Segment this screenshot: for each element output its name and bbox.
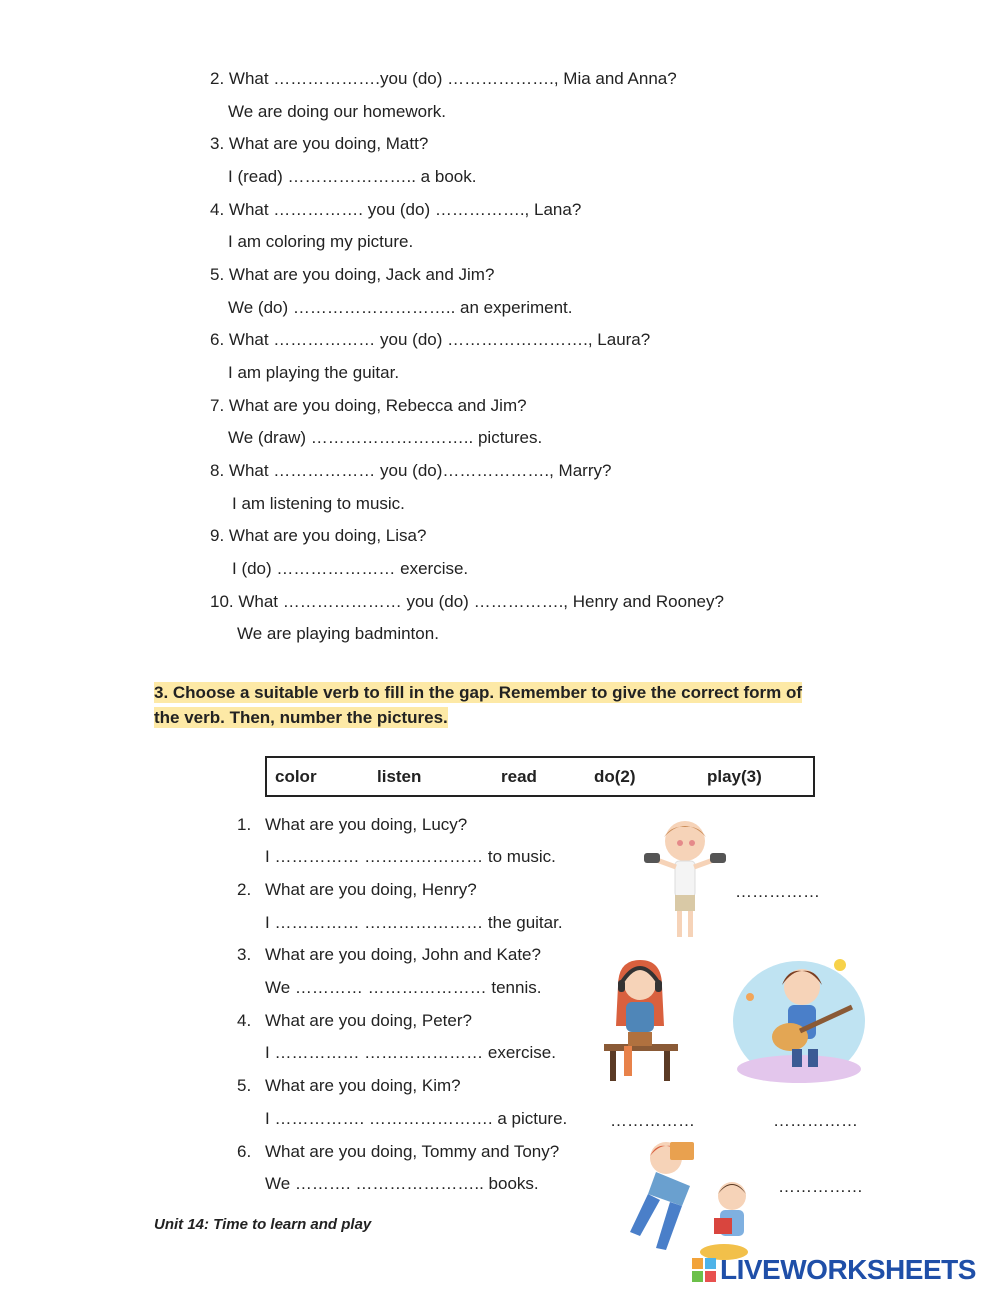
word-read: read [501, 767, 537, 786]
item-4-number: 4. [237, 1011, 252, 1030]
item-2-question: What are you doing, Henry? [265, 880, 477, 899]
ex2-line-6: I am coloring my picture. [228, 232, 414, 251]
item-4-question: What are you doing, Peter? [265, 1011, 472, 1030]
item-2-number: 2. [237, 880, 252, 899]
picture-blank-4[interactable]: …………… [778, 1177, 863, 1196]
liveworksheets-logo-icon [692, 1258, 716, 1282]
item-6-question: What are you doing, Tommy and Tony? [265, 1142, 560, 1161]
item-1-answer: I …………… ………………… to music. [265, 847, 556, 866]
girl-listening-picture [598, 956, 684, 1088]
exercise3-heading-line2: the verb. Then, number the pictures. [154, 708, 448, 727]
ex2-line-18: We are playing badminton. [237, 624, 439, 643]
item-1-number: 1. [237, 815, 252, 834]
ex2-line-7: 5. What are you doing, Jack and Jim? [210, 265, 495, 284]
boy-exercising-picture [642, 815, 728, 945]
word-play: play(3) [707, 767, 762, 786]
item-4-answer: I …………… ………………… exercise. [265, 1043, 556, 1062]
word-box [265, 756, 815, 797]
boys-reading-picture [626, 1136, 758, 1266]
ex2-line-9: 6. What ……………… you (do) ……………………., Laura? [210, 330, 651, 349]
ex2-line-15: 9. What are you doing, Lisa? [210, 526, 427, 545]
item-5-question: What are you doing, Kim? [265, 1076, 461, 1095]
item-1-question: What are you doing, Lucy? [265, 815, 468, 834]
ex2-line-8: We (do) ……………………….. an experiment. [228, 298, 573, 317]
word-do: do(2) [594, 767, 636, 786]
ex2-line-17: 10. What ………………… you (do) ……………., Henry and Rooney? [210, 592, 724, 611]
exercise3-heading [154, 680, 862, 730]
boy-guitar-picture [730, 951, 868, 1087]
ex2-line-16: I (do) ………………… exercise. [232, 559, 469, 578]
ex2-line-14: I am listening to music. [232, 494, 405, 513]
picture-blank-3[interactable]: …………… [773, 1111, 858, 1130]
item-6-answer: We ………. ………………….. books. [265, 1174, 539, 1193]
word-color: color [275, 767, 317, 786]
ex2-line-12: We (draw) ……………………….. pictures. [228, 428, 543, 447]
liveworksheets-logo-text[interactable]: LIVEWORKSHEETS [720, 1254, 976, 1285]
ex2-line-4: I (read) ………………….. a book. [228, 167, 477, 186]
ex2-line-13: 8. What ……………… you (do)………………., Marry? [210, 461, 612, 480]
ex2-line-5: 4. What ……………. you (do) ……………., Lana? [210, 200, 582, 219]
exercise3-heading-line1: 3. Choose a suitable verb to fill in the gap. Remember to give the correct form of [154, 683, 803, 702]
item-3-answer: We ………… ………………… tennis. [265, 978, 542, 997]
picture-blank-2[interactable]: …………… [610, 1111, 695, 1130]
ex2-line-2: We are doing our homework. [228, 102, 446, 121]
item-2-answer: I …………… ………………… the guitar. [265, 913, 563, 932]
ex2-line-11: 7. What are you doing, Rebecca and Jim? [210, 396, 527, 415]
unit-footer: Unit 14: Time to learn and play [154, 1216, 372, 1233]
word-listen: listen [377, 767, 422, 786]
item-3-question: What are you doing, John and Kate? [265, 945, 541, 964]
ex2-line-1: 2. What ……………….you (do) ………………., Mia and Anna? [210, 69, 677, 88]
item-3-number: 3. [237, 945, 252, 964]
ex2-line-10: I am playing the guitar. [228, 363, 400, 382]
picture-blank-1[interactable]: …………… [735, 882, 820, 901]
item-5-answer: I ……………. …………………. a picture. [265, 1109, 568, 1128]
item-6-number: 6. [237, 1142, 252, 1161]
item-5-number: 5. [237, 1076, 252, 1095]
ex2-line-3: 3. What are you doing, Matt? [210, 134, 429, 153]
